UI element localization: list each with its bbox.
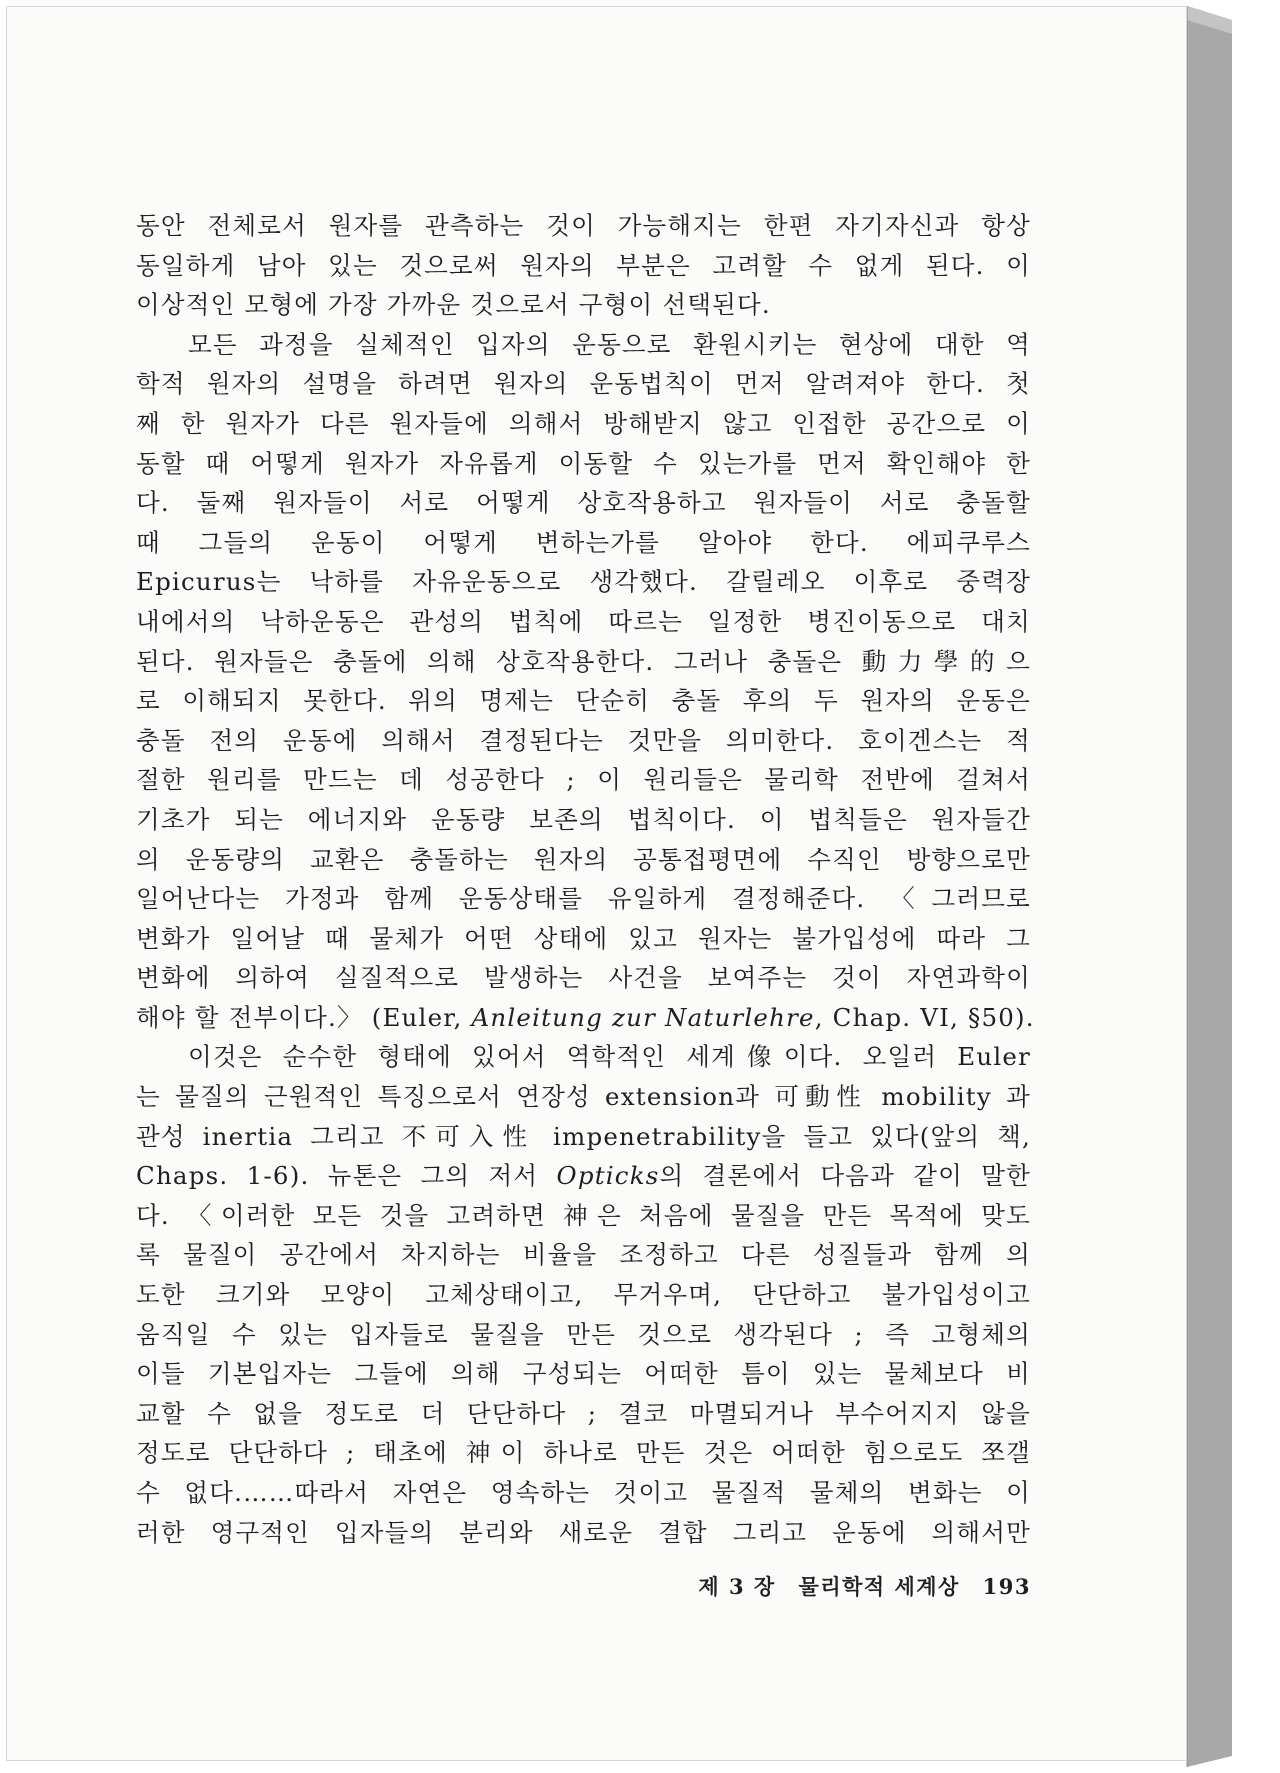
text-line-opticks xyxy=(136,1156,1031,1196)
running-footer xyxy=(136,1571,1031,1601)
chapter-label: 제 3 장 xyxy=(698,1574,776,1599)
text-line: 는 물질의 근원적인 특징으로서 연장성 extension과 可動性 mobility 과 xyxy=(136,1082,1031,1112)
text-line: 록 물질이 공간에서 차지하는 비율을 조정하고 다른 성질들과 함께 의 xyxy=(136,1240,1031,1270)
text-line: 때 그들의 운동이 어떻게 변하는가를 알아야 한다. 에피쿠루스 xyxy=(136,527,1031,557)
text-line: 교할 수 없을 정도로 더 단단하다 ; 결코 마멸되거나 부수어지지 않을 xyxy=(136,1398,1031,1428)
paragraph-2 xyxy=(136,325,1035,1038)
text-line: 동일하게 남아 있는 것으로써 원자의 부분은 고려할 수 없게 된다. 이 xyxy=(136,250,1031,280)
text-line-citation xyxy=(136,998,1035,1038)
text-line: 이것은 순수한 형태에 있어서 역학적인 세계像이다. 오일러 Euler xyxy=(188,1042,1031,1072)
citation-prefix: 해야 할 전부이다.〉 (Euler, xyxy=(136,1002,472,1032)
page-number: 193 xyxy=(982,1574,1031,1599)
text-line: Epicurus는 낙하를 자유운동으로 생각했다. 갈릴레오 이후로 중력장 xyxy=(136,567,1031,597)
citation-book-title: Anleitung zur Naturlehre xyxy=(471,1002,815,1032)
text-line: 러한 영구적인 입자들의 분리와 새로운 결합 그리고 운동에 의해서만 xyxy=(136,1517,1031,1547)
text-line: 다. 둘째 원자들이 서로 어떻게 상호작용하고 원자들이 서로 충돌할 xyxy=(136,488,1032,518)
text-line: 이상적인 모형에 가장 가까운 것으로서 구형이 선택된다. xyxy=(136,290,771,320)
text-line: 된다. 원자들은 충돌에 의해 상호작용한다. 그러나 충돌은 動力學的으 xyxy=(136,646,1031,676)
text-line: 의 운동량의 교환은 충돌하는 원자의 공통접평면에 수직인 방향으로만 xyxy=(136,844,1031,874)
text-line: 째 한 원자가 다른 원자들에 의해서 방해받지 않고 인접한 공간으로 이 xyxy=(136,408,1031,438)
text-line: 동안 전체로서 원자를 관측하는 것이 가능해지는 한편 자기자신과 항상 xyxy=(136,211,1031,240)
body-text xyxy=(136,206,1035,1552)
text-line: 수 없다.……따라서 자연은 영속하는 것이고 물질적 물체의 변화는 이 xyxy=(136,1478,1031,1507)
citation-suffix: , Chap. VI, §50). xyxy=(814,1002,1035,1032)
text-line: 충돌 전의 운동에 의해서 결정된다는 것만을 의미한다. 호이겐스는 적 xyxy=(136,725,1031,755)
chapter-title: 물리학적 세계상 xyxy=(798,1574,960,1599)
text-line: 내에서의 낙하운동은 관성의 법칙에 따르는 일정한 병진이동으로 대치 xyxy=(136,606,1031,636)
paragraph-3 xyxy=(136,1037,1031,1552)
text-line: 움직일 수 있는 입자들로 물질을 만든 것으로 생각된다 ; 즉 고형체의 xyxy=(136,1319,1031,1349)
text-line: 정도로 단단하다 ; 태초에 神이 하나로 만든 것은 어떠한 힘으로도 쪼갤 xyxy=(136,1438,1031,1468)
text-line: 모든 과정을 실체적인 입자의 운동으로 환원시키는 현상에 대한 역 xyxy=(188,329,1031,359)
text-line: 이들 기본입자는 그들에 의해 구성되는 어떠한 틈이 있는 물체보다 비 xyxy=(136,1359,1031,1389)
text-line: 변화에 의하여 실질적으로 발생하는 사건을 보여주는 것이 자연과학이 xyxy=(136,963,1031,993)
opticks-prefix: Chaps. 1-6). 뉴톤은 그의 저서 xyxy=(136,1161,557,1191)
text-line: 도한 크기와 모양이 고체상태이고, 무거우며, 단단하고 불가입성이고 xyxy=(136,1280,1031,1310)
text-line: 동할 때 어떻게 원자가 자유롭게 이동할 수 있는가를 먼저 확인해야 한 xyxy=(136,448,1031,478)
text-line: 로 이해되지 못한다. 위의 명제는 단순히 충돌 후의 두 원자의 운동은 xyxy=(136,686,1031,716)
text-line: 학적 원자의 설명을 하려면 원자의 운동법칙이 먼저 알려져야 한다. 첫 xyxy=(136,369,1031,399)
text-line: 일어난다는 가정과 함께 운동상태를 유일하게 결정해준다. 〈그러므로 xyxy=(136,884,1031,914)
text-line: 기초가 되는 에너지와 운동량 보존의 법칙이다. 이 법칙들은 원자들간 xyxy=(136,804,1031,834)
text-line: 관성 inertia 그리고 不可入性 impenetrability을 들고 있다(앞의 책, xyxy=(136,1121,1031,1151)
text-line: 절한 원리를 만드는 데 성공한다 ; 이 원리들은 물리학 전반에 걸쳐서 xyxy=(136,765,1031,795)
paragraph-1 xyxy=(136,206,1031,325)
text-line: 변화가 일어날 때 물체가 어떤 상태에 있고 원자는 불가입성에 따라 그 xyxy=(136,923,1031,953)
text-line: 다. 〈이러한 모든 것을 고려하면 神은 처음에 물질을 만든 목적에 맞도 xyxy=(136,1200,1031,1230)
opticks-title: Opticks xyxy=(556,1161,660,1191)
opticks-suffix: 의 결론에서 다음과 같이 말한 xyxy=(659,1161,1031,1191)
